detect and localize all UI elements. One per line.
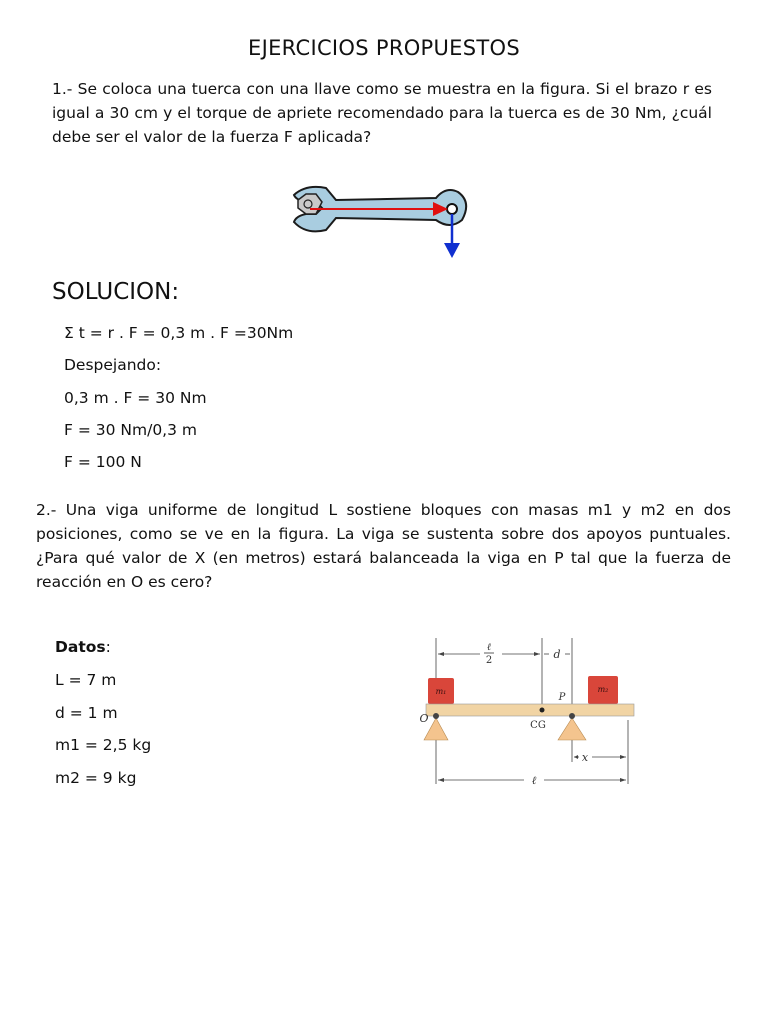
datos-colon: :	[105, 638, 111, 656]
wrench-figure	[286, 180, 482, 262]
problem-2-statement: 2.- Una viga uniforme de longitud L sostiene bloques con masas m1 y m2 en dos posiciones, como se ve en la figura. La viga se sustenta sobre dos apoyos puntuales. ¿Para qué valor de X (en metros) estará balanceada la viga en P tal que la fuerza de reacción en O es cero?	[36, 501, 731, 591]
solution-line: Despejando:	[64, 356, 162, 374]
page-title: EJERCICIOS PROPUESTOS	[248, 36, 520, 60]
x-label: x	[581, 751, 589, 764]
l-over-2-numerator: ℓ	[486, 642, 492, 653]
solution-line: F = 30 Nm/0,3 m	[64, 421, 197, 439]
beam-figure	[412, 636, 644, 798]
beam	[426, 704, 634, 716]
datos-item: d = 1 m	[55, 704, 118, 722]
datos-item: L = 7 m	[55, 671, 117, 689]
m1-label: m₁	[435, 687, 447, 696]
problem-1-statement: 1.- Se coloca una tuerca con una llave como se muestra en la figura. Si el brazo r es igual a 30 cm y el torque de apriete recomendado para la tuerca es de 30 Nm, ¿cuál debe ser el valor de la fuerza F aplicada?	[52, 80, 712, 146]
p-label: P	[558, 692, 566, 703]
datos-heading	[55, 638, 111, 656]
solution-line: Σ t = r . F = 0,3 m . F =30Nm	[64, 324, 294, 342]
solution-line: 0,3 m . F = 30 Nm	[64, 389, 207, 407]
datos-item: m2 = 9 kg	[55, 769, 137, 787]
solution-line: F = 100 N	[64, 453, 142, 471]
l-label: ℓ	[531, 774, 537, 787]
m2-label: m₂	[597, 685, 609, 694]
o-label: O	[419, 712, 429, 725]
d-label: d	[553, 648, 561, 661]
datos-label: Datos	[55, 638, 106, 656]
l-over-2-denominator: 2	[485, 655, 493, 666]
solution-heading: SOLUCION:	[52, 279, 180, 305]
cg-label: CG	[530, 720, 546, 731]
pivot-circle	[447, 204, 457, 214]
cg-dot	[540, 708, 545, 713]
datos-item: m1 = 2,5 kg	[55, 736, 152, 754]
